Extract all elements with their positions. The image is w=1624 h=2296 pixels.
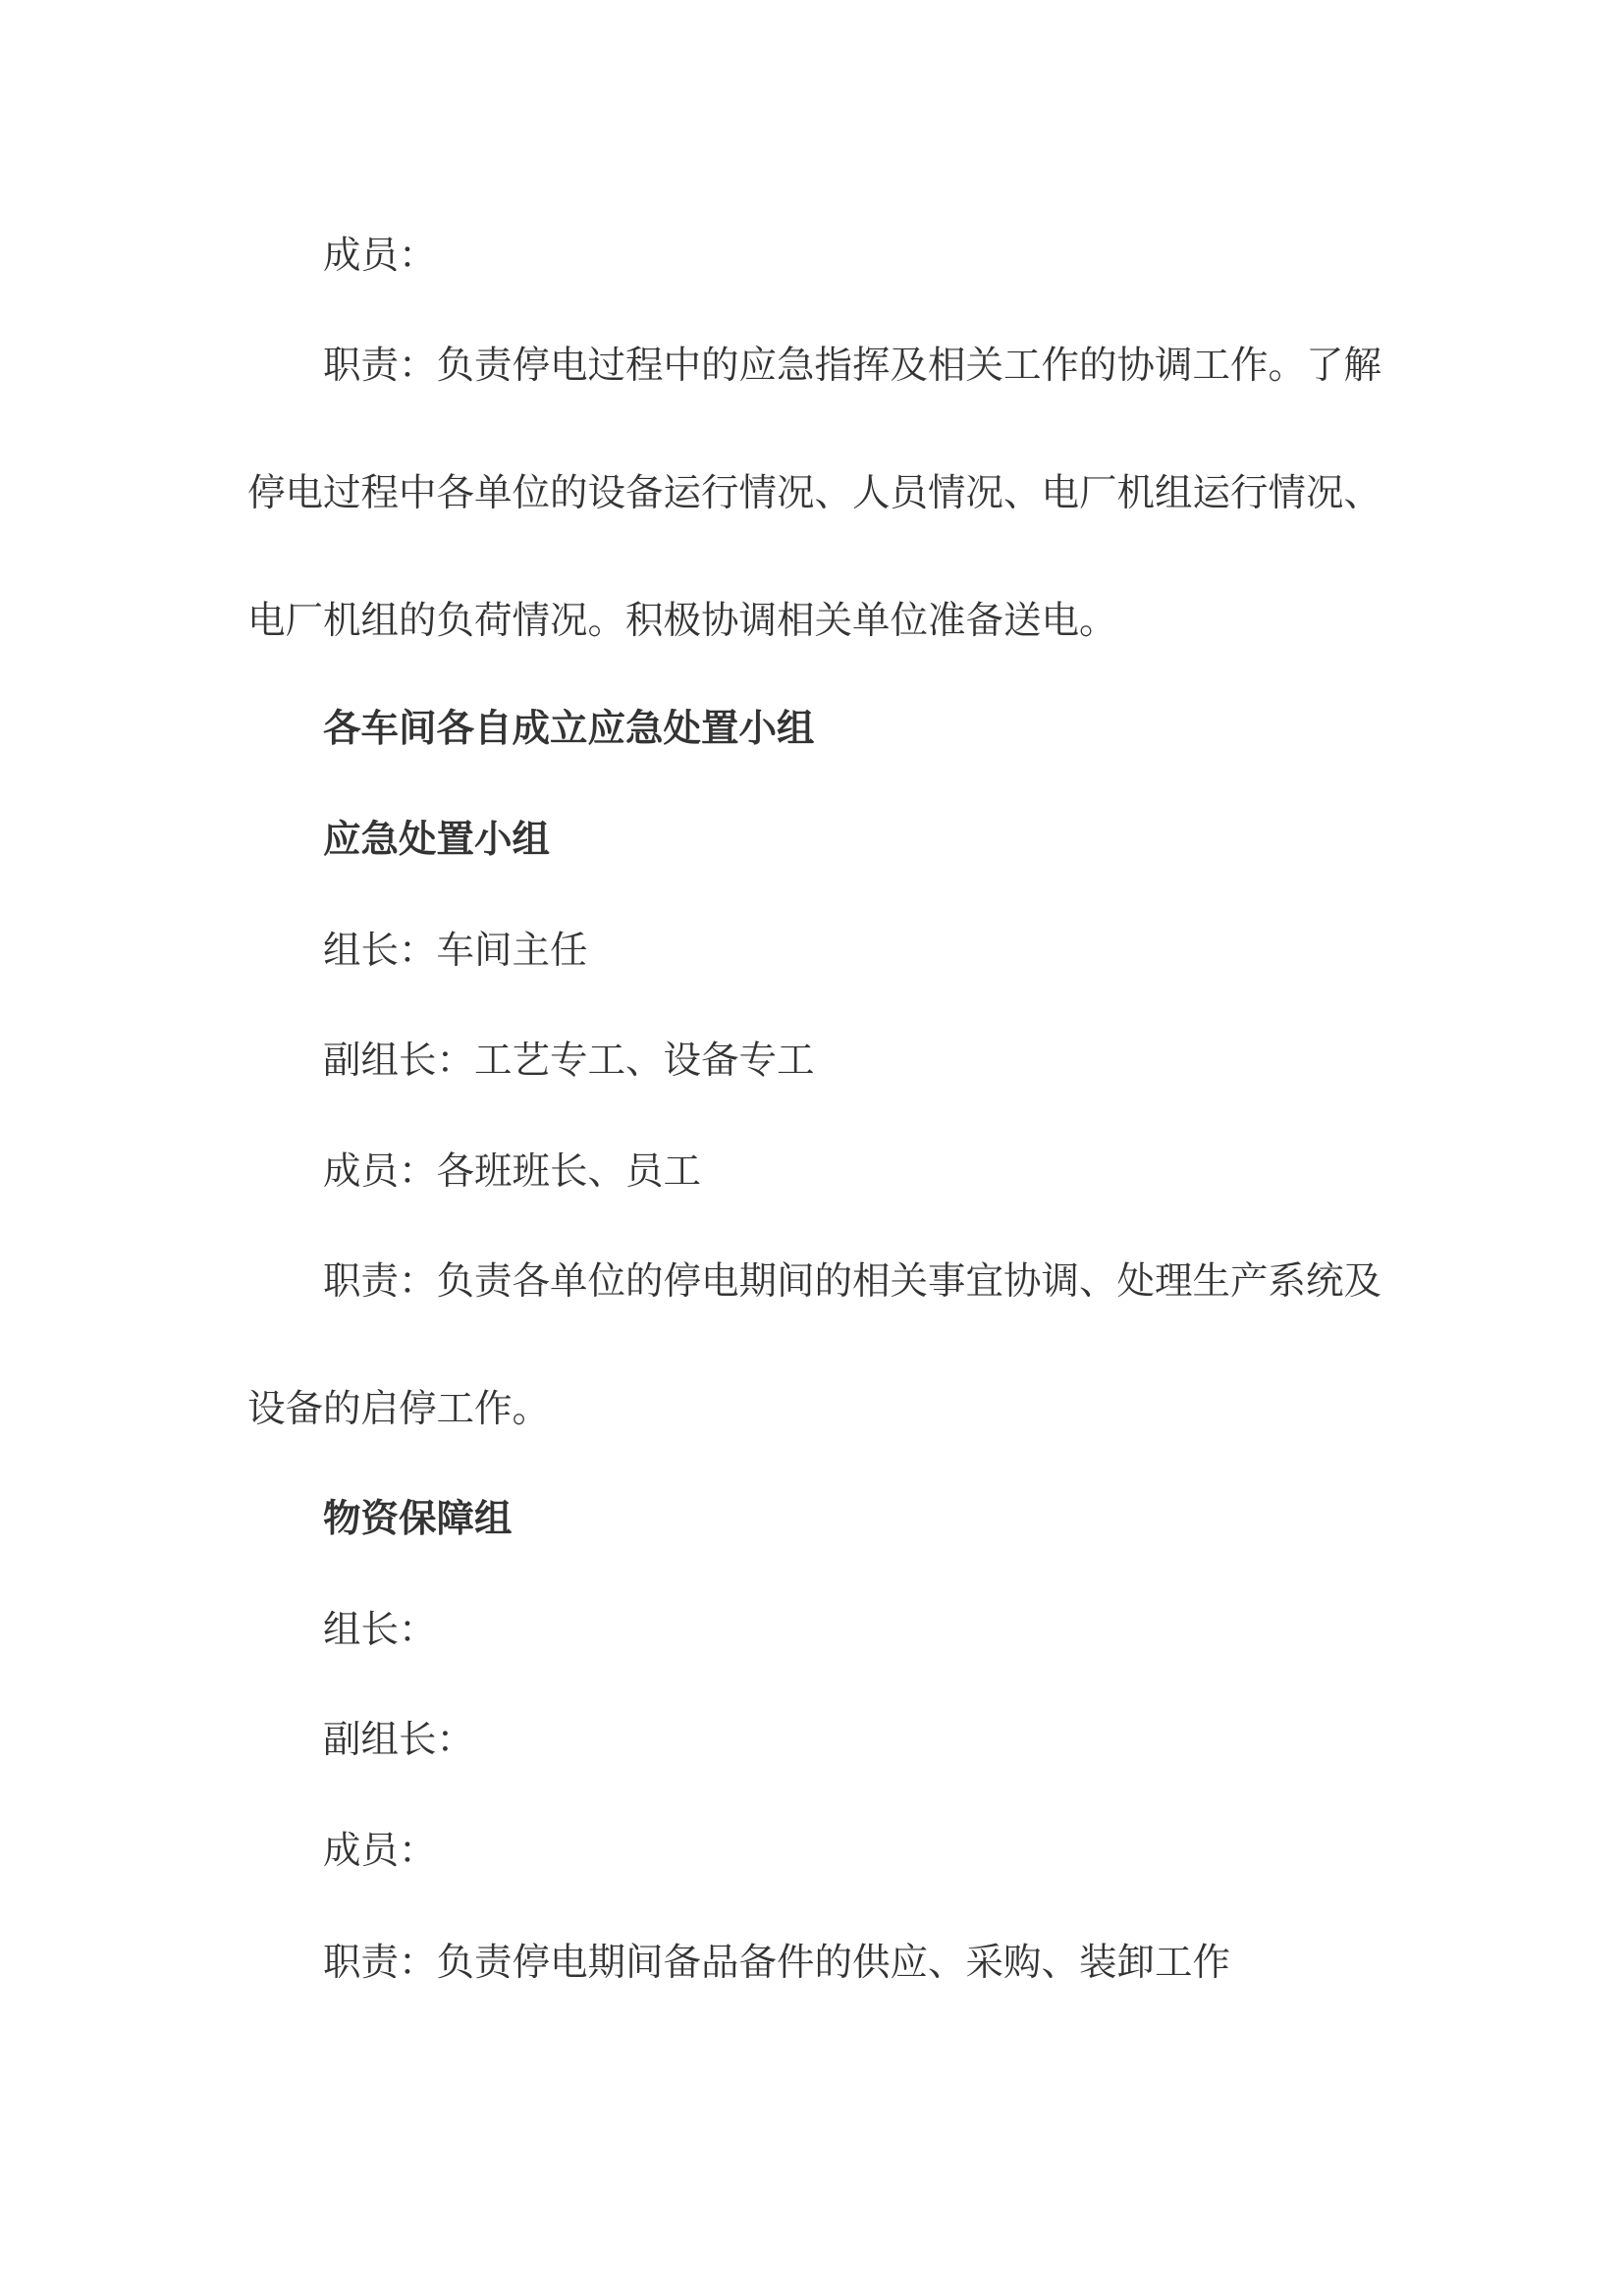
section-heading-emergency-team: 应急处置小组	[323, 818, 551, 862]
duties-paragraph-3: 职责：负责停电期间备品备件的供应、采购、装卸工作	[323, 1941, 1231, 1985]
team-leader-line-2: 组长：	[323, 1608, 437, 1652]
members-line-2: 成员：各班班长、员工	[323, 1149, 702, 1194]
duties-paragraph-1: 职责：负责停电过程中的应急指挥及相关工作的协调工作。了解停电过程中各单位的设备运行情况、人员情况、电厂机组运行情况、电厂机组的负荷情况。积极协调相关单位准备送电。	[247, 344, 1382, 643]
deputy-leader-line-1: 副组长：工艺专工、设备专工	[323, 1039, 815, 1083]
duties-paragraph-2: 职责：负责各单位的停电期间的相关事宜协调、处理生产系统及设备的启停工作。	[247, 1259, 1382, 1431]
members-label-1: 成员：	[323, 234, 437, 278]
deputy-leader-line-2: 副组长：	[323, 1718, 475, 1762]
section-heading-workshop-teams: 各车间各自成立应急处置小组	[323, 707, 815, 751]
team-leader-line-1: 组长：车间主任	[323, 929, 588, 973]
section-heading-materials-team: 物资保障组	[323, 1497, 513, 1541]
members-label-3: 成员：	[323, 1829, 437, 1873]
